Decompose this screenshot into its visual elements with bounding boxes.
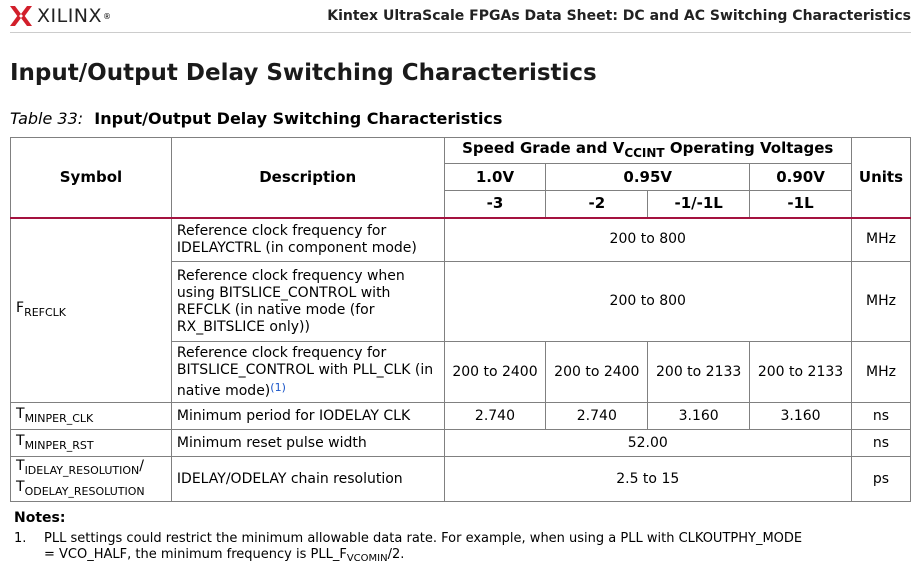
units-cell: MHz	[851, 218, 910, 262]
units-cell: ps	[851, 457, 910, 502]
value-cell: 200 to 800	[444, 218, 851, 262]
value-cell: 200 to 2133	[750, 342, 852, 403]
notes-heading: Notes:	[14, 510, 66, 526]
table-row	[11, 430, 911, 457]
header-divider	[10, 32, 911, 33]
description-cell: Reference clock frequency for IDELAYCTRL (in component mode)	[171, 218, 444, 262]
footnote-link[interactable]: (1)	[270, 380, 286, 394]
value-cell: 2.740	[546, 403, 648, 430]
document-header-title: Kintex UltraScale FPGAs Data Sheet: DC and AC Switching Characteristics	[327, 8, 911, 24]
value-cell: 3.160	[750, 403, 852, 430]
symbol-frefclk: $F_{REFCLK}$	[11, 218, 172, 403]
value-cell: 52.00	[444, 430, 851, 457]
symbol-tminper-clk: $T_{MINPER\_CLK}$	[11, 403, 172, 430]
table-row	[11, 218, 911, 262]
units-cell: MHz	[851, 262, 910, 342]
switching-characteristics-table	[10, 137, 911, 502]
description-cell: Minimum period for IODELAY CLK	[171, 403, 444, 430]
table-number: Table 33:	[10, 109, 84, 128]
table-title: Input/Output Delay Switching Characteristics	[94, 109, 503, 128]
value-cell: 2.740	[444, 403, 546, 430]
units-cell: MHz	[851, 342, 910, 403]
value-cell: 200 to 2400	[546, 342, 648, 403]
value-cell: 200 to 2133	[648, 342, 750, 403]
units-cell: ns	[851, 403, 910, 430]
units-cell: ns	[851, 430, 910, 457]
description-cell: IDELAY/ODELAY chain resolution	[171, 457, 444, 502]
header-grade-3: -3	[444, 191, 546, 218]
note-text: PLL settings could restrict the minimum allowable data rate. For example, when using a PLL with CLKOUTPHY_MODE = VCO_HALF, the minimum frequency is $PLL\_F_{VCOMIN}/2$.	[44, 531, 803, 564]
symbol-resolution: $T_{IDELAY\_RESOLUTION}/$ $T_{ODELAY\_RESOLUTION}$	[11, 457, 172, 502]
header-units: Units	[851, 138, 910, 218]
note-item	[14, 531, 804, 567]
header-description: Description	[171, 138, 444, 218]
description-cell: Minimum reset pulse width	[171, 430, 444, 457]
header-speed-grade: Speed Grade and $V_{CCINT}$ Operating Voltages	[444, 138, 851, 164]
table-row	[11, 457, 911, 502]
header-symbol: Symbol	[11, 138, 172, 218]
page-title: Input/Output Delay Switching Characteristics	[10, 60, 597, 86]
logo-text: XILINX	[37, 5, 103, 27]
symbol-tminper-rst: $T_{MINPER\_RST}$	[11, 430, 172, 457]
note-number: 1.	[14, 531, 27, 546]
value-cell: 2.5 to 15	[444, 457, 851, 502]
value-cell: 200 to 800	[444, 262, 851, 342]
value-cell: 3.160	[648, 403, 750, 430]
header-grade-2: -2	[546, 191, 648, 218]
header-voltage-0v95: 0.95V	[546, 164, 750, 191]
xilinx-logo-icon	[10, 6, 32, 26]
table-caption	[10, 109, 502, 128]
description-cell: Reference clock frequency when using BITSLICE_CONTROL with REFCLK (in native mode (for RX_BITSLICE only))	[171, 262, 444, 342]
description-cell: Reference clock frequency for BITSLICE_CONTROL with PLL_CLK (in native mode)$^{(1)}$	[171, 342, 444, 403]
value-cell: 200 to 2400	[444, 342, 546, 403]
xilinx-logo: XILINX ®	[10, 5, 111, 27]
header-grade-1-1l: -1/-1L	[648, 191, 750, 218]
header-voltage-0v90: 0.90V	[750, 164, 852, 191]
header-voltage-1v0: 1.0V	[444, 164, 546, 191]
table-row	[11, 403, 911, 430]
header-grade-1l: -1L	[750, 191, 852, 218]
